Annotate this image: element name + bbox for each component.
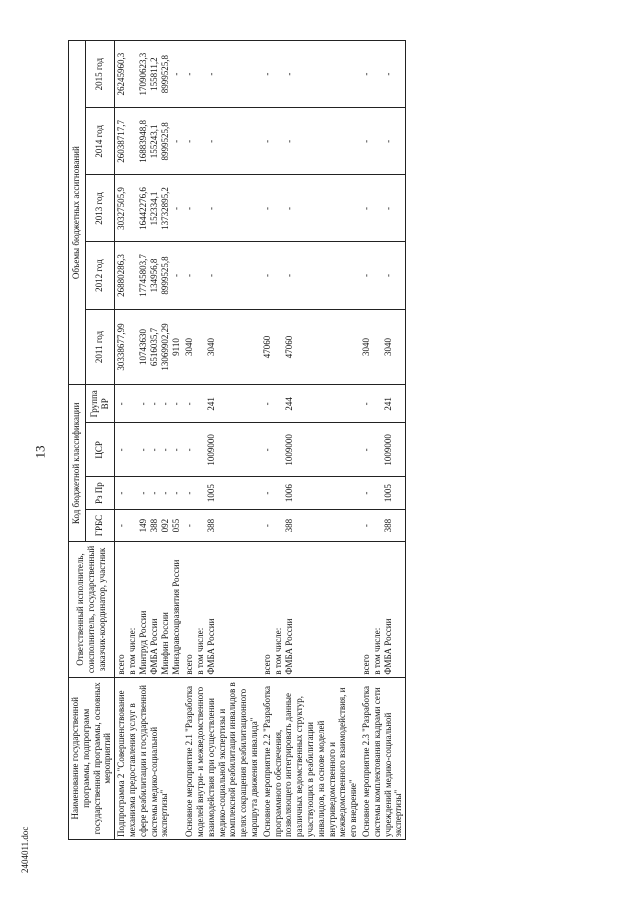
amount-2011: 3040	[382, 337, 393, 356]
csr-cell	[127, 425, 138, 474]
amount-2014: -	[171, 139, 182, 143]
amount-2011	[127, 312, 138, 383]
vr-cell: 241	[382, 397, 393, 411]
executor-cell: Минздравсоцразвития России	[171, 559, 182, 675]
table-body	[115, 41, 406, 840]
amount-2015: -	[360, 72, 371, 76]
csr-cell: -	[360, 448, 371, 452]
program-name: Основное мероприятие 2.1 "Разработка моделей внутри- и межведомственного взаимодействия при осуществлении медико-социальной экспертизы и комплексной реабилитации инвалидов в целях сокращения реабилитационного маршрута движения инвалида"	[183, 677, 261, 839]
amount-2013: -	[261, 206, 272, 210]
header-grbs: ГРБС	[85, 509, 115, 541]
grbs-cell: 388	[206, 518, 217, 533]
vr-cell: -	[184, 402, 195, 406]
amount-2015: 26245960,3	[116, 52, 127, 96]
csr-cell: -	[261, 448, 272, 452]
amount-2011: 3040	[360, 337, 371, 356]
vr-cell: -	[171, 402, 182, 406]
amount-2013: 16442276,6	[138, 187, 149, 230]
vr-cell	[273, 387, 284, 420]
executor-cell: всего	[261, 654, 272, 675]
amount-2012: -	[382, 274, 393, 278]
amount-2013: -	[382, 206, 393, 210]
executor-cell: в том числе:	[195, 627, 206, 675]
executor-cell: ФМБА России	[149, 618, 160, 675]
csr-cell: -	[116, 448, 127, 452]
grbs-cell: -	[184, 524, 195, 528]
amount-2015: -	[206, 72, 217, 76]
grbs-cell: -	[261, 524, 272, 528]
header-executor: Ответственный исполнитель, соисполнитель, государственный заказчик-координатор, участник	[69, 542, 115, 677]
amount-2015: -	[171, 72, 182, 76]
table-row	[360, 41, 406, 840]
amount-2015: 8999525,8	[160, 55, 171, 94]
rzpr-cell: -	[116, 491, 127, 495]
amount-2013	[127, 177, 138, 239]
header-2011: 2011 год	[85, 309, 115, 385]
grbs-cell: 149	[138, 518, 149, 533]
budget-table	[68, 40, 406, 840]
amount-2013: -	[171, 206, 182, 210]
amount-2014: -	[184, 139, 195, 143]
amount-2014: 16883948,8	[138, 119, 149, 163]
grbs-cell: 388	[149, 518, 160, 533]
program-name: Основное мероприятие 2.3 "Разработка системы комплектования кадрами сети учреждений медико-социальной экспертизы"	[360, 677, 406, 839]
csr-cell: 1009000	[206, 434, 217, 466]
csr-cell: -	[138, 448, 149, 452]
amount-2013: 30327505,9	[116, 187, 127, 230]
vr-cell	[127, 387, 138, 420]
vr-cell: -	[149, 402, 160, 406]
amount-2015	[127, 43, 138, 105]
executor-cell: в том числе:	[127, 627, 138, 675]
amount-2012: -	[184, 274, 195, 278]
rzpr-cell: -	[360, 491, 371, 495]
amount-2012: -	[360, 274, 371, 278]
amount-2014	[273, 110, 284, 172]
amount-2013: 13732895,2	[160, 187, 171, 230]
amount-2012	[372, 244, 383, 306]
header-2013: 2013 год	[85, 175, 115, 242]
amount-2011	[273, 312, 284, 383]
header-2014: 2014 год	[85, 108, 115, 175]
program-name: Подпрограмма 2 "Совершенствование механизма предоставления услуг в сфере реабилитации и государственной системы медико-социальной экспертизы"	[115, 677, 184, 839]
amount-2012: -	[206, 274, 217, 278]
vr-cell: 244	[283, 397, 294, 411]
vr-cell: -	[160, 402, 171, 406]
amount-2011	[195, 312, 206, 383]
amount-2011	[372, 312, 383, 383]
header-csr: ЦСР	[85, 423, 115, 477]
amount-2015: -	[261, 72, 272, 76]
amount-2011: 3040	[184, 337, 195, 356]
footer-filename: 2404011.doc	[20, 826, 30, 873]
executor-cell: Минфин России	[160, 612, 171, 675]
vr-cell: -	[116, 402, 127, 406]
rzpr-cell: -	[149, 491, 160, 495]
grbs-cell	[273, 512, 284, 539]
rzpr-cell: -	[184, 491, 195, 495]
amount-2011: 47060	[283, 335, 294, 359]
csr-cell: 1009000	[283, 434, 294, 466]
header-rzpr: Рз Пр	[85, 477, 115, 509]
amount-2015	[372, 43, 383, 105]
amount-2015: 17090623,3	[138, 52, 149, 96]
rzpr-cell: 1005	[382, 484, 393, 503]
rzpr-cell: -	[171, 491, 182, 495]
executor-cell: ФМБА России	[382, 618, 393, 675]
csr-cell: -	[184, 448, 195, 452]
csr-cell	[195, 425, 206, 474]
table-row	[261, 41, 360, 840]
csr-cell: -	[149, 448, 160, 452]
executor-cell: в том числе:	[272, 627, 283, 675]
amount-2015: 155811,2	[149, 57, 160, 91]
amount-2013: -	[360, 206, 371, 210]
amount-2012: 8999525,8	[160, 256, 171, 295]
amount-2012: -	[171, 274, 182, 278]
rzpr-cell	[195, 479, 206, 506]
amount-2014	[195, 110, 206, 172]
amount-2012: 17745803,7	[138, 254, 149, 297]
amount-2015	[195, 43, 206, 105]
vr-cell	[195, 387, 206, 420]
header-allocations: Объемы бюджетных ассигнований	[69, 41, 86, 385]
amount-2011: 6516035,7	[149, 327, 160, 367]
header-vr: Группа ВР	[85, 385, 115, 423]
amount-2015	[273, 43, 284, 105]
amount-2013: 152334,1	[149, 191, 160, 226]
executor-cell: всего	[184, 654, 195, 675]
grbs-cell: 092	[160, 518, 171, 533]
csr-cell	[372, 425, 383, 474]
amount-2013	[273, 177, 284, 239]
grbs-cell: 388	[283, 518, 294, 533]
rzpr-cell: -	[160, 491, 171, 495]
header-budget-code: Код бюджетной классификации	[69, 385, 86, 542]
amount-2014	[127, 110, 138, 172]
amount-2013	[195, 177, 206, 239]
executor-cell: всего	[360, 654, 371, 675]
vr-cell: -	[261, 402, 272, 406]
amount-2012: 134956,8	[149, 258, 160, 293]
csr-cell: 1009000	[382, 434, 393, 466]
amount-2013	[372, 177, 383, 239]
table-row	[183, 41, 261, 840]
grbs-cell	[195, 512, 206, 539]
amount-2014: -	[206, 139, 217, 143]
csr-cell: -	[160, 448, 171, 452]
grbs-cell	[127, 512, 138, 539]
header-name: Наименование государственной программы, подпрограмм государственной программы, основных мероприятий	[69, 677, 115, 839]
executor-cell: ФМБА России	[283, 618, 294, 675]
amount-2012: 26880286,3	[116, 254, 127, 297]
executor-cell: в том числе:	[371, 627, 382, 675]
vr-cell: -	[360, 402, 371, 406]
amount-2013: -	[206, 206, 217, 210]
rzpr-cell: 1006	[283, 484, 294, 503]
amount-2013: -	[283, 206, 294, 210]
amount-2013: -	[184, 206, 195, 210]
amount-2011: 13069902,29	[160, 323, 171, 371]
vr-cell: -	[138, 402, 149, 406]
amount-2014: 26038717,7	[116, 119, 127, 163]
grbs-cell: -	[116, 524, 127, 528]
rzpr-cell: -	[138, 491, 149, 495]
amount-2012	[195, 244, 206, 306]
amount-2014: -	[382, 139, 393, 143]
rzpr-cell: -	[261, 491, 272, 495]
grbs-cell: 055	[171, 518, 182, 533]
rzpr-cell: 1005	[206, 484, 217, 503]
rzpr-cell	[273, 479, 284, 506]
amount-2012	[273, 244, 284, 306]
amount-2012: -	[283, 274, 294, 278]
rzpr-cell	[372, 479, 383, 506]
executor-cell: ФМБА России	[206, 618, 217, 675]
amount-2011: 47060	[261, 335, 272, 359]
executor-cell: Минтруд России	[138, 610, 149, 675]
amount-2011: 3040	[206, 337, 217, 356]
amount-2012	[127, 244, 138, 306]
amount-2014: 155243,1	[149, 124, 160, 159]
amount-2011: 10743630	[138, 328, 149, 365]
rotated-table-wrapper	[68, 40, 628, 840]
grbs-cell	[372, 512, 383, 539]
csr-cell	[273, 425, 284, 474]
amount-2014: -	[360, 139, 371, 143]
table-row	[115, 41, 184, 840]
vr-cell	[372, 387, 383, 420]
amount-2015: -	[382, 72, 393, 76]
page-number: 13	[32, 445, 48, 459]
grbs-cell: -	[360, 524, 371, 528]
amount-2014: -	[283, 139, 294, 143]
amount-2011: 30338677,99	[116, 323, 127, 371]
program-name: Основное мероприятие 2.2 "Разработка программного обеспечения, позволяющего интегрировать данные различных ведомственных структур, участвующих в реабилитации инвалидов, на основе моделей внутриведомственного и межведомственного взаимодействия, и его внедрение"	[261, 677, 360, 839]
amount-2015: -	[283, 72, 294, 76]
header-2015: 2015 год	[85, 41, 115, 108]
header-2012: 2012 год	[85, 242, 115, 309]
amount-2014: -	[261, 139, 272, 143]
amount-2014: 8999525,8	[160, 122, 171, 161]
rzpr-cell	[127, 479, 138, 506]
csr-cell: -	[171, 448, 182, 452]
amount-2011: 9110	[171, 338, 182, 356]
amount-2015: -	[184, 72, 195, 76]
vr-cell: 241	[206, 397, 217, 411]
executor-cell: всего	[116, 654, 127, 675]
amount-2014	[372, 110, 383, 172]
amount-2012: -	[261, 274, 272, 278]
grbs-cell: 388	[382, 518, 393, 533]
